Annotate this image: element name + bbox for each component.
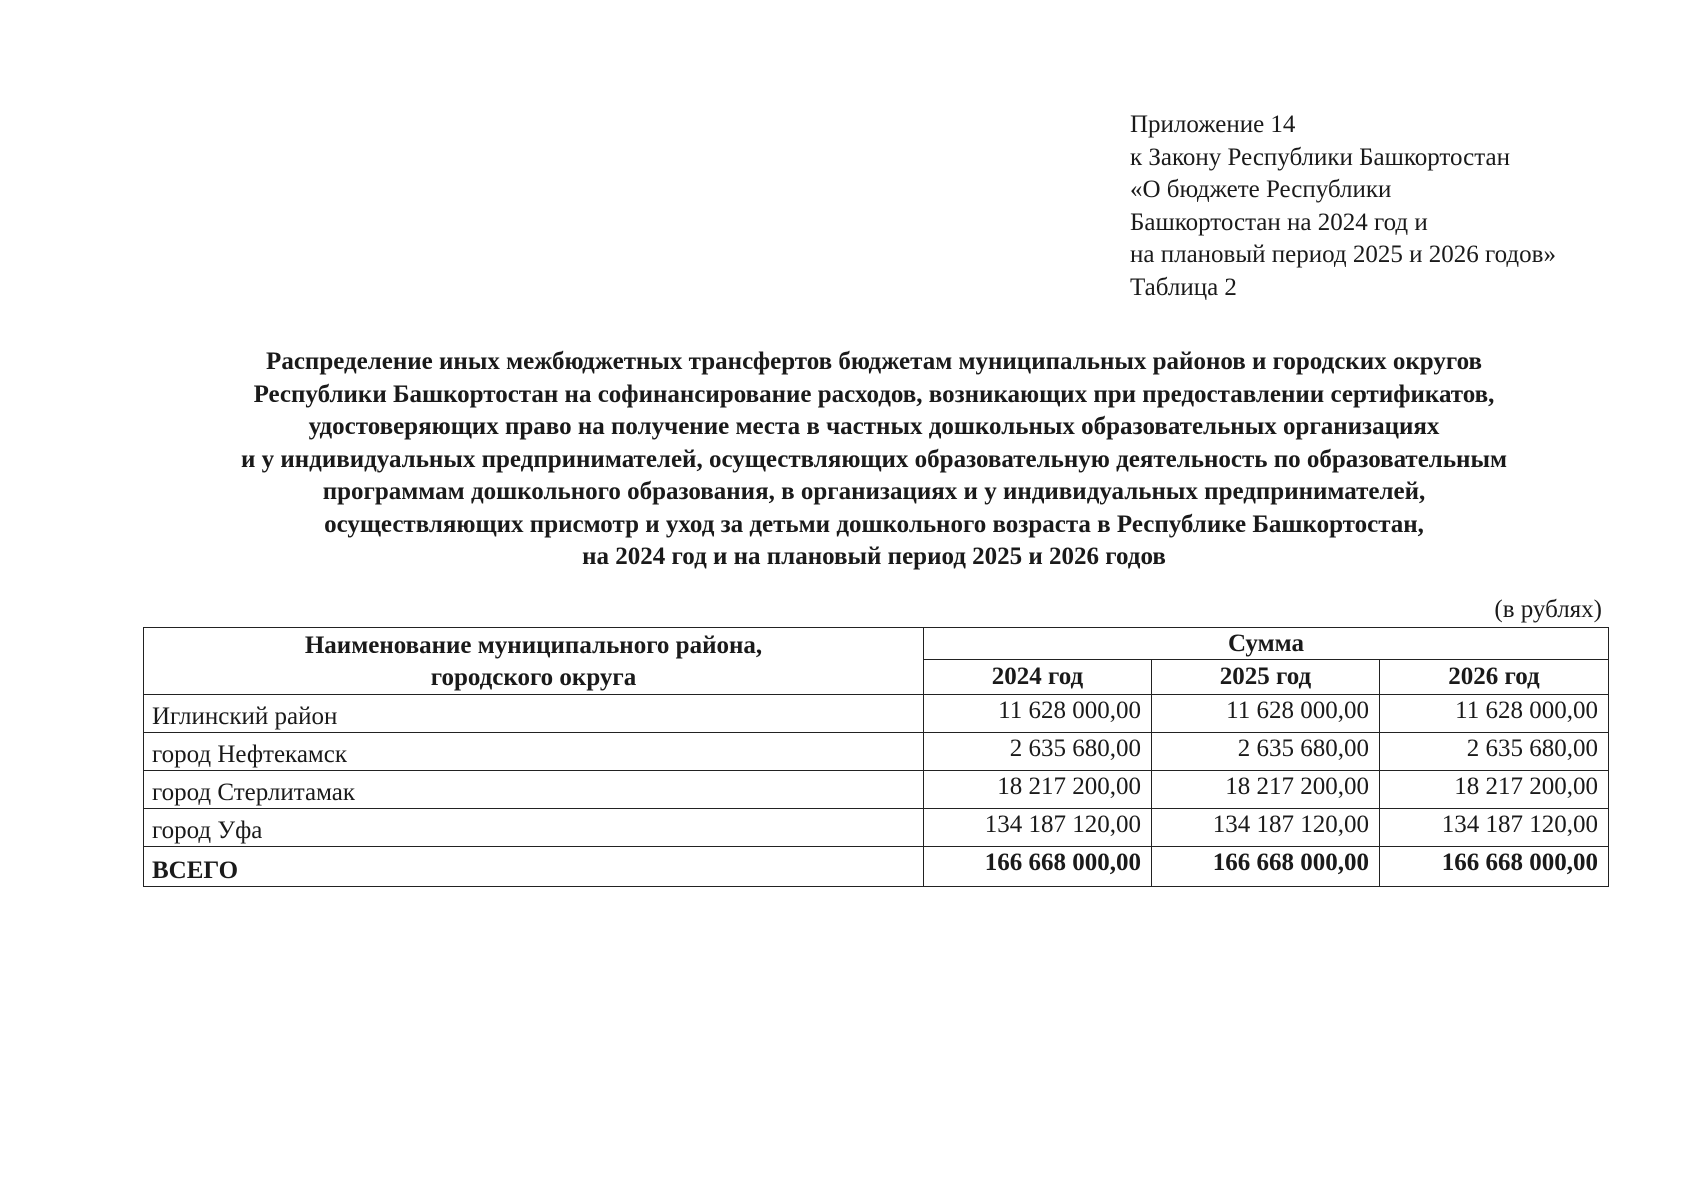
amount-2024: 18 217 200,00 xyxy=(924,771,1152,809)
appendix-law-title-line-2: Башкортостан на 2024 год и xyxy=(1130,208,1428,236)
document-title xyxy=(130,346,1618,574)
title-line: и у индивидуальных предпринимателей, осуществляющих образовательную деятельность по образовательным xyxy=(240,445,1508,473)
year-header-2024: 2024 год xyxy=(924,660,1152,695)
year-header-2025: 2025 год xyxy=(1152,660,1380,695)
title-line: осуществляющих присмотр и уход за детьми дошкольного возраста в Республике Башкортостан, xyxy=(324,510,1424,538)
total-2024: 166 668 000,00 xyxy=(924,847,1152,887)
title-line: удостоверяющих право на получение места в частных дошкольных образовательных организациях xyxy=(308,413,1440,440)
total-2026: 166 668 000,00 xyxy=(1380,847,1609,887)
municipality-name: Иглинский район xyxy=(144,695,924,733)
appendix-number: Приложение 14 xyxy=(1130,111,1296,138)
appendix-table-number: Таблица 2 xyxy=(1130,273,1237,301)
title-line: Республики Башкортостан на софинансирование расходов, возникающих при предоставлении сертификатов, xyxy=(253,380,1495,408)
amount-2026: 2 635 680,00 xyxy=(1380,733,1609,771)
amount-2025: 18 217 200,00 xyxy=(1152,771,1380,809)
municipality-name: город Стерлитамак xyxy=(144,771,924,809)
table-row xyxy=(144,771,1609,809)
table-total-row xyxy=(144,847,1609,887)
total-label: ВСЕГО xyxy=(144,847,924,887)
municipality-name: город Уфа xyxy=(144,809,924,847)
table-header-row xyxy=(144,628,1609,660)
amount-2025: 134 187 120,00 xyxy=(1152,809,1380,847)
name-header-line-2: городского округа xyxy=(430,664,637,691)
name-header-line-1: Наименование муниципального района, xyxy=(304,632,763,659)
amount-2025: 11 628 000,00 xyxy=(1152,695,1380,733)
appendix-law-title-line-3: на плановый период 2025 и 2026 годов» xyxy=(1130,241,1556,268)
amount-2025: 2 635 680,00 xyxy=(1152,733,1380,771)
amount-2026: 134 187 120,00 xyxy=(1380,809,1609,847)
title-line: Распределение иных межбюджетных трансфертов бюджетам муниципальных районов и городских округов xyxy=(266,348,1482,375)
appendix-law-title-line-1: «О бюджете Республики xyxy=(1130,176,1392,203)
amount-2024: 2 635 680,00 xyxy=(924,733,1152,771)
total-2025: 166 668 000,00 xyxy=(1152,847,1380,887)
title-line: на 2024 год и на плановый период 2025 и 2026 годов xyxy=(582,543,1166,570)
table-row xyxy=(144,733,1609,771)
appendix-law-reference: к Закону Республики Башкортостан xyxy=(1130,143,1510,171)
units-note: (в рублях) xyxy=(1494,596,1602,623)
year-header-2026: 2026 год xyxy=(1380,660,1609,695)
sum-column-header: Сумма xyxy=(924,628,1609,660)
municipality-name: город Нефтекамск xyxy=(144,733,924,771)
amount-2024: 134 187 120,00 xyxy=(924,809,1152,847)
table-row xyxy=(144,695,1609,733)
table-row xyxy=(144,809,1609,847)
appendix-heading xyxy=(1130,109,1556,304)
amount-2026: 11 628 000,00 xyxy=(1380,695,1609,733)
transfers-table xyxy=(143,627,1609,887)
name-column-header xyxy=(144,628,924,695)
title-line: программам дошкольного образования, в организациях и у индивидуальных предпринимателей, xyxy=(322,478,1426,505)
amount-2024: 11 628 000,00 xyxy=(924,695,1152,733)
amount-2026: 18 217 200,00 xyxy=(1380,771,1609,809)
